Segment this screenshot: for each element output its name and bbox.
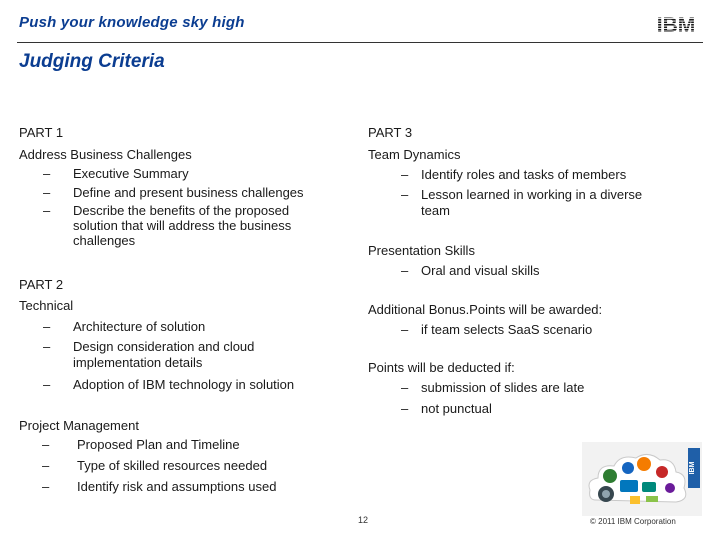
bonus-heading: Additional Bonus.Points will be awarded: [368, 302, 603, 317]
list-item: – Type of skilled resources needed [42, 458, 268, 473]
bonus-list [368, 321, 688, 338]
list-item: – not punctual [401, 401, 492, 416]
copyright: © 2011 IBM Corporation [590, 517, 676, 526]
list-item: – Describe the benefits of the proposed solution that will address the business challenges [43, 203, 292, 248]
part3-list [368, 166, 688, 219]
list-item: – if team selects SaaS scenario [401, 322, 593, 337]
page-title: Judging Criteria [19, 51, 165, 72]
ibm-logo [650, 14, 702, 34]
project-management-heading: Project Management [19, 418, 139, 433]
list-item: – Identify risk and assumptions used [42, 479, 277, 494]
header-tagline: Push your knowledge sky high [19, 14, 245, 31]
list-item: – Oral and visual skills [401, 263, 540, 278]
part1-list [19, 165, 339, 248]
badge-text: IBM [689, 461, 696, 475]
cloud-graphic [582, 442, 702, 516]
left-column [19, 124, 339, 499]
part2-heading: PART 2 [19, 277, 64, 292]
page-number: 12 [358, 515, 369, 525]
part1-subheading: Address Business Challenges [19, 147, 192, 162]
list-item: – Lesson learned in working in a diverse team [401, 187, 643, 218]
right-column [368, 124, 688, 421]
part1-heading: PART 1 [19, 125, 64, 140]
deductions-list [368, 379, 688, 417]
header-divider [17, 42, 703, 43]
presentation-heading: Presentation Skills [368, 243, 475, 258]
part3-subheading: Team Dynamics [368, 147, 461, 162]
list-item: – Architecture of solution [43, 319, 206, 334]
list-item: – Define and present business challenges [43, 185, 304, 200]
part2-subheading: Technical [19, 298, 74, 313]
part2-list [19, 318, 339, 393]
project-management-list [19, 436, 339, 495]
cloud-illustration [582, 442, 702, 516]
part3-heading: PART 3 [368, 125, 413, 140]
list-item: – Design consideration and cloud implementation details [43, 339, 255, 370]
list-item: – Proposed Plan and Timeline [42, 437, 240, 452]
list-item: – submission of slides are late [401, 380, 585, 395]
deductions-heading: Points will be deducted if: [368, 360, 515, 375]
list-item: – Identify roles and tasks of members [401, 167, 627, 182]
ibm-logo-text: IBM [656, 14, 696, 34]
list-item: – Executive Summary [43, 166, 189, 181]
presentation-list [368, 262, 688, 279]
list-item: – Adoption of IBM technology in solution [43, 377, 295, 392]
